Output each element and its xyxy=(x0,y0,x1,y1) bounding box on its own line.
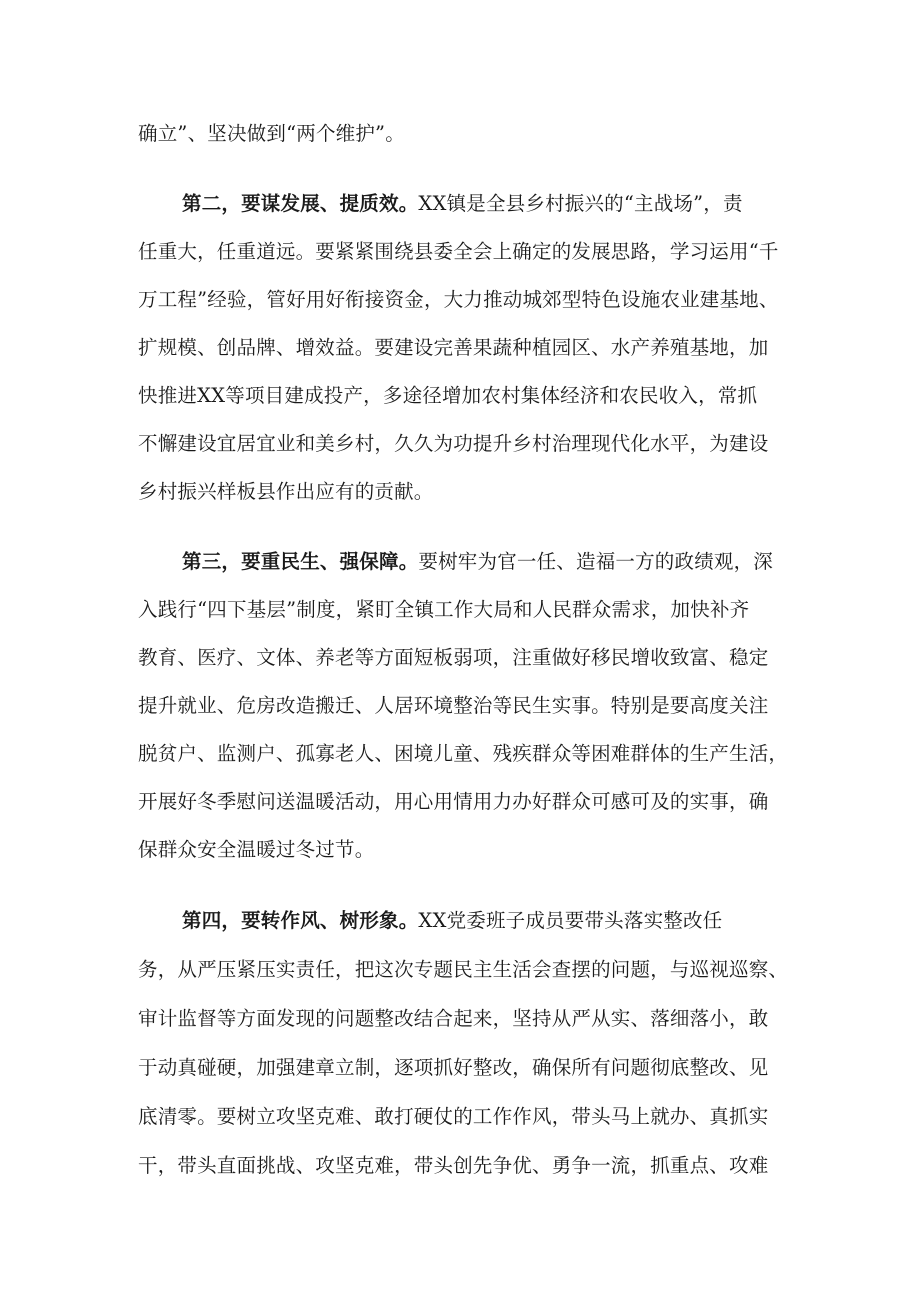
paragraph-text: XX镇是全县乡村振兴的“主战场”，责 xyxy=(418,192,743,215)
paragraph-line: 提升就业、危房改造搬迁、人居环境整治等民生实事。特别是要高度关注 xyxy=(138,694,769,717)
paragraph-line: 快推进XX等项目建成投产，多途径增加农村集体经济和农民收入，常抓 xyxy=(138,384,758,407)
paragraph-line: 干，带头直面挑战、攻坚克难，带头创先争优、勇争一流，抓重点、攻难 xyxy=(138,1154,769,1177)
paragraph-line: 务，从严压紧压实责任，把这次专题民主生活会查摆的问题，与巡视巡察、 xyxy=(138,958,789,981)
paragraph-line: 底清零。要树立攻坚克难、敢打硬仗的工作作风，带头马上就办、真抓实 xyxy=(138,1105,769,1128)
paragraph-text: 要树牢为官一任、造福一方的政绩观，深 xyxy=(418,550,774,573)
paragraph-line: 审计监督等方面发现的问题整改结合起来，坚持从严从实、落细落小，敢 xyxy=(138,1007,769,1030)
paragraph-line: 脱贫户、监测户、孤寡老人、困境儿童、残疾群众等困难群体的生产生活， xyxy=(138,742,789,765)
paragraph-line: 乡村振兴样板县作出应有的贡献。 xyxy=(138,480,434,503)
paragraph-heading: 第三，要重民生、强保障。 xyxy=(182,550,419,573)
paragraph-line: 保群众安全温暖过冬过节。 xyxy=(138,838,375,861)
paragraph-line: 教育、医疗、文体、养老等方面短板弱项，注重做好移民增收致富、稳定 xyxy=(138,646,769,669)
paragraph-first-line xyxy=(182,549,773,575)
paragraph-line: 开展好冬季慰问送温暖活动，用心用情用力办好群众可感可及的实事，确 xyxy=(138,790,769,813)
paragraph-line: 不懈建设宜居宜业和美乡村，久久为功提升乡村治理现代化水平，为建设 xyxy=(138,432,769,455)
paragraph-first-line xyxy=(182,191,743,217)
paragraph-line: 万工程”经验，管好用好衔接资金，大力推动城郊型特色设施农业建基地、 xyxy=(138,288,779,311)
paragraph-line: 入践行“四下基层”制度，紧盯全镇工作大局和人民群众需求，加快补齐 xyxy=(138,598,750,621)
paragraph-heading: 第二，要谋发展、提质效。 xyxy=(182,192,419,215)
paragraph-line: 于动真碰硬，加强建章立制，逐项抓好整改，确保所有问题彻底整改、见 xyxy=(138,1056,769,1079)
paragraph-line: 扩规模、创品牌、增效益。要建设完善果蔬种植园区、水产养殖基地，加 xyxy=(138,336,769,359)
paragraph-line: 确立”、坚决做到“两个维护”。 xyxy=(138,122,405,145)
paragraph-first-line xyxy=(182,908,722,934)
paragraph-line: 任重大，任重道远。要紧紧围绕县委全会上确定的发展思路，学习运用“千 xyxy=(138,240,779,263)
paragraph-text: XX党委班子成员要带头落实整改任 xyxy=(418,909,723,932)
paragraph-heading: 第四，要转作风、树形象。 xyxy=(182,909,419,932)
